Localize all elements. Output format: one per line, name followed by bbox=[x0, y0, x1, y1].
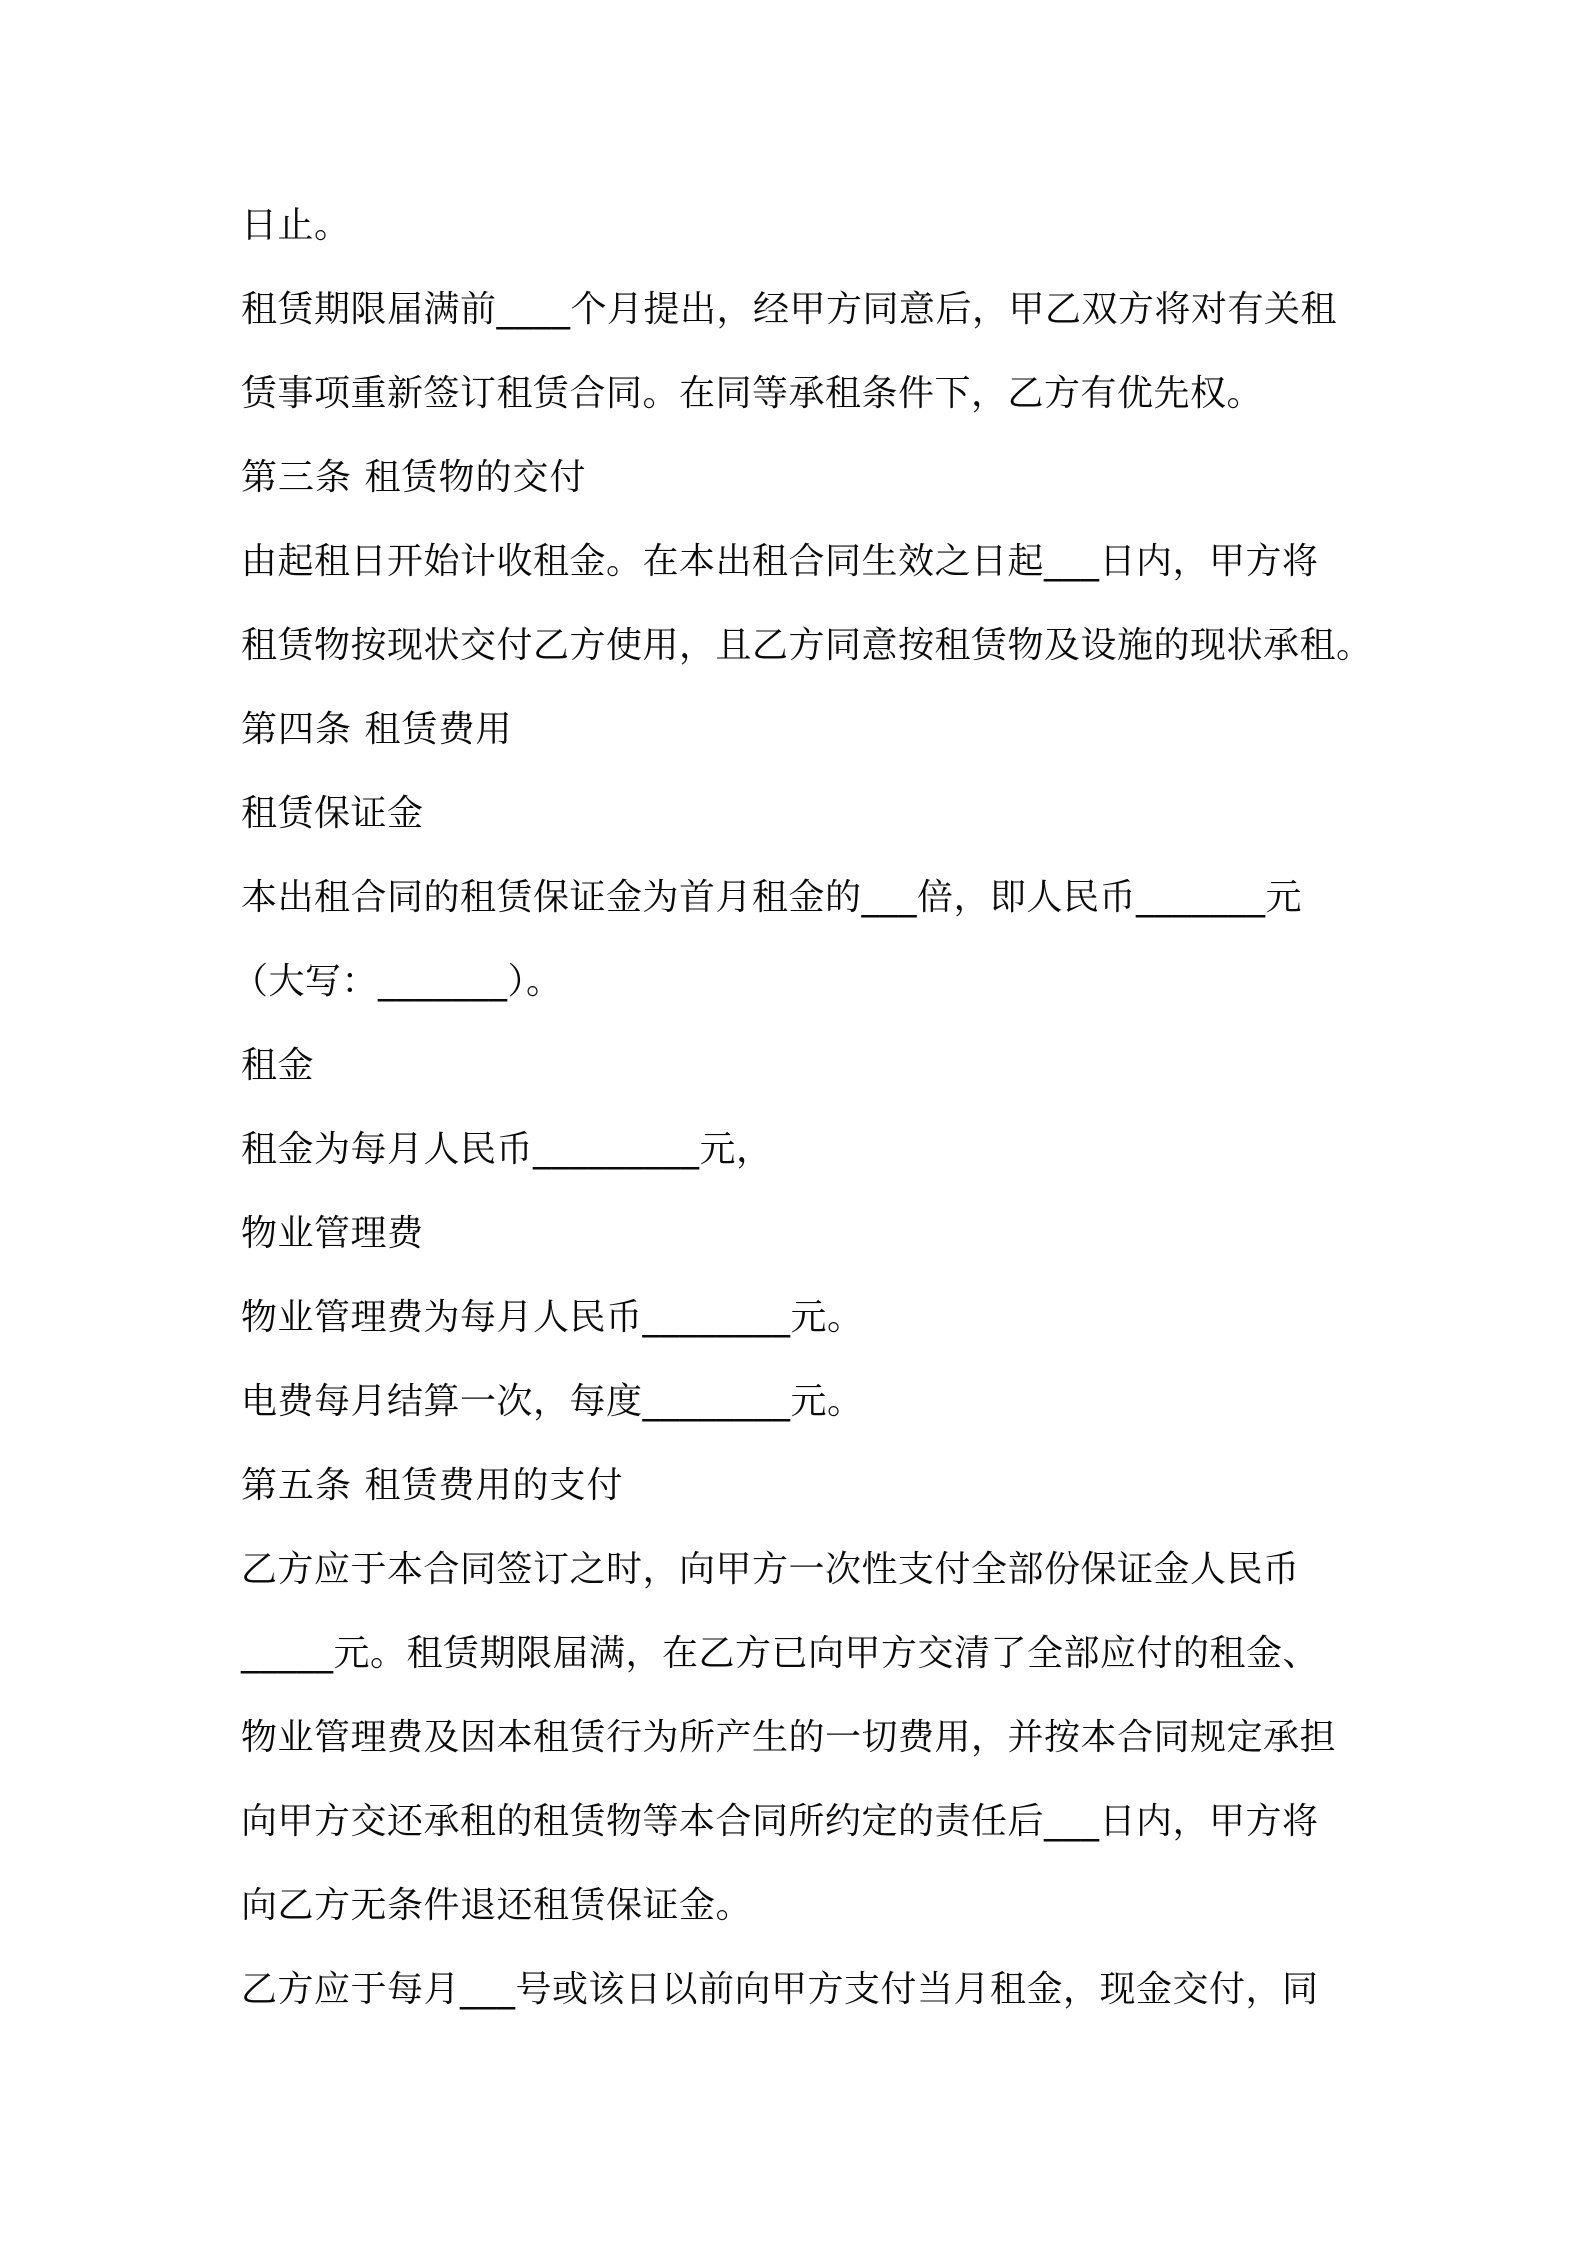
text-line-property-fee-amount: 物业管理费为每月人民币________元。 bbox=[241, 1297, 864, 1338]
text-line-payment-term-end: _____元。租赁期限届满，在乙方已向甲方交清了全部应付的租金、 bbox=[241, 1633, 1320, 1674]
text-line-delivery-condition: 租赁物按现状交付乙方使用，且乙方同意按租赁物及设施的现状承租。 bbox=[241, 625, 1373, 666]
text-line-deposit-amount: 本出租合同的租赁保证金为首月租金的___倍，即人民币_______元 bbox=[241, 877, 1303, 918]
text-line-monthly-rent: 乙方应于每月___号或该日以前向甲方支付当月租金，现金交付，同 bbox=[241, 1969, 1319, 2010]
text-line-renewal-priority: 赁事项重新签订租赁合同。在同等承租条件下，乙方有优先权。 bbox=[241, 373, 1264, 414]
text-line-payment-return: 向甲方交还承租的租赁物等本合同所约定的责任后___日内，甲方将 bbox=[241, 1801, 1319, 1842]
text-line-deposit-capital: （大写：_______）。 bbox=[232, 961, 563, 1002]
subheading-property-fee: 物业管理费 bbox=[241, 1213, 424, 1254]
text-line-rental-end: 日止。 bbox=[241, 205, 351, 246]
section-heading-article-3: 第三条 租赁物的交付 bbox=[241, 457, 587, 498]
text-line-payment-deposit: 乙方应于本合同签订之时，向甲方一次性支付全部份保证金人民币 bbox=[241, 1549, 1300, 1590]
text-line-renewal-notice: 租赁期限届满前____个月提出，经甲方同意后，甲乙双方将对有关租 bbox=[241, 289, 1338, 330]
subheading-deposit: 租赁保证金 bbox=[241, 793, 424, 834]
text-line-electricity-fee: 电费每月结算一次，每度________元。 bbox=[241, 1381, 864, 1422]
text-line-delivery-start: 由起租日开始计收租金。在本出租合同生效之日起___日内，甲方将 bbox=[241, 541, 1319, 582]
text-line-payment-fees: 物业管理费及因本租赁行为所产生的一切费用，并按本合同规定承担 bbox=[241, 1717, 1337, 1758]
section-heading-article-4: 第四条 租赁费用 bbox=[241, 709, 513, 750]
section-heading-article-5: 第五条 租赁费用的支付 bbox=[241, 1465, 624, 1506]
subheading-rent: 租金 bbox=[241, 1045, 315, 1086]
text-line-deposit-refund: 向乙方无条件退还租赁保证金。 bbox=[241, 1885, 753, 1926]
text-line-rent-amount: 租金为每月人民币_________元， bbox=[241, 1129, 773, 1170]
